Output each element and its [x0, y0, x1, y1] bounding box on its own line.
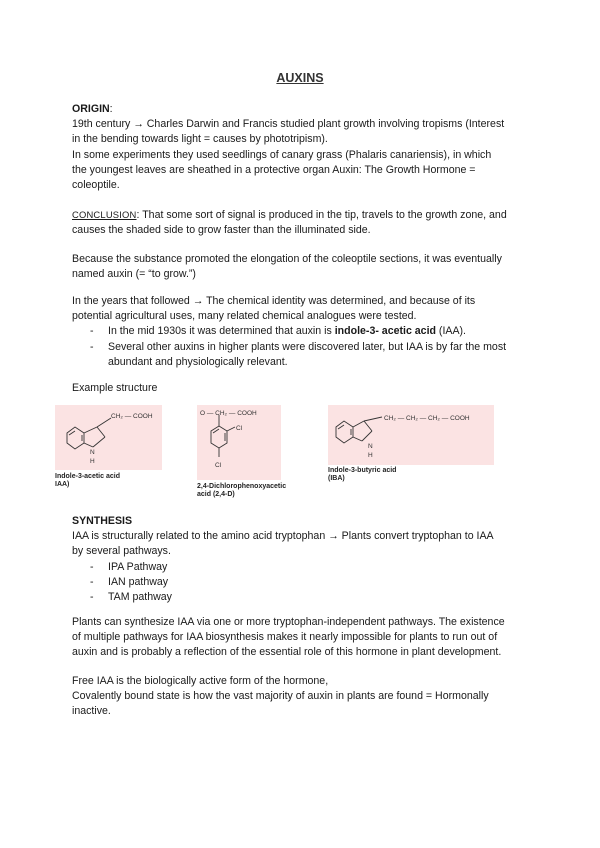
conclusion-section — [72, 207, 532, 238]
list-item — [72, 340, 532, 370]
pathway-name: IPA Pathway — [108, 560, 168, 573]
dash-bullet: - — [90, 325, 94, 338]
naming-paragraph — [72, 252, 532, 282]
pathway-name: TAM pathway — [108, 591, 172, 604]
caption-line: 2,4-Dichlorophenoxyacetic — [197, 483, 287, 490]
d24-cl-label: Cl — [236, 425, 243, 432]
iaa-caption — [55, 473, 120, 489]
d24-structure-image — [197, 405, 281, 480]
iba-chain-label: CH₂ — CH₂ — CH₂ — COOH — [384, 415, 470, 422]
example-label — [72, 381, 532, 396]
history-line: potential agricultural uses, many related chemical analogues were tested. — [72, 310, 417, 323]
dash-bullet: - — [90, 575, 94, 588]
origin-heading: ORIGIN — [72, 103, 110, 115]
bullet-text: abundant and physiologically relevant. — [108, 355, 288, 368]
history-list — [72, 324, 532, 370]
conclusion-label: CONCLUSION — [72, 209, 137, 220]
example-label-text: Example structure — [72, 382, 158, 394]
synthesis-line: IAA is structurally related to the amino acid tryptophan → Plants convert tryptophan to IAA — [72, 530, 494, 543]
iba-structure-image — [328, 405, 494, 465]
conclusion-line: causes the shaded side to grow faster than the illuminated side. — [72, 224, 371, 237]
origin-line: coleoptile. — [72, 179, 120, 192]
free-line: Free IAA is the biologically active form of the hormone, — [72, 675, 329, 687]
iba-n-label: N — [368, 443, 373, 450]
list-item — [72, 590, 532, 605]
origin-line: the youngest leaves are sheathed in a protective organ Auxin: The Growth Hormone = — [72, 163, 476, 176]
origin-heading-colon: : — [109, 103, 113, 115]
caption-line: (IBA) — [328, 475, 345, 482]
conclusion-line: : That some sort of signal is produced in the tip, travels to the growth zone, and — [136, 209, 507, 221]
free-line: inactive. — [72, 705, 111, 718]
independent-line: of multiple pathways for IAA biosynthesis makes it nearly impossible for plants to run out of — [72, 631, 498, 644]
d24-top-label: O — CH₂ — COOH — [200, 410, 257, 417]
iaa-n-label: N — [90, 449, 95, 456]
title-text: AUXINS — [276, 71, 324, 85]
naming-line: named auxin (= “to grow.”) — [72, 268, 196, 281]
iaa-structure-drawing — [55, 405, 162, 470]
pathway-list — [72, 560, 532, 606]
bullet-text: (IAA). — [435, 325, 467, 338]
independent-line: auxin and is probably a reflection of the essential role of this hormone in plant development. — [72, 646, 502, 659]
caption-line: Indole-3-butyric acid — [328, 467, 397, 474]
independent-line: Plants can synthesize IAA via one or more tryptophan-independent pathways. The existence — [72, 616, 505, 628]
free-iaa-paragraph — [72, 674, 532, 720]
d24-caption — [197, 483, 286, 499]
synthesis-section — [72, 514, 532, 605]
history-paragraph — [72, 294, 532, 370]
iaa-h-label: H — [90, 458, 95, 465]
d24-structure-drawing — [197, 405, 281, 480]
dash-bullet: - — [90, 560, 94, 573]
origin-line: in the bending towards light = causes by phototripism). — [72, 133, 328, 146]
history-line: In the years that followed → The chemical identity was determined, and because of its — [72, 295, 476, 307]
synthesis-line: by several pathways. — [72, 545, 171, 558]
iba-caption — [328, 467, 396, 483]
origin-section — [72, 102, 532, 193]
page-title — [0, 71, 600, 85]
bullet-text: Several other auxins in higher plants were discovered later, but IAA is by far the most — [108, 340, 507, 353]
d24-cl-label: Cl — [215, 462, 222, 469]
caption-line: acid (2,4-D) — [197, 491, 235, 498]
bullet-bold-text: indole-3- acetic acid — [334, 325, 436, 338]
independent-paragraph — [72, 615, 532, 661]
iba-h-label: H — [368, 452, 373, 459]
naming-line: Because the substance promoted the elongation of the coleoptile sections, it was eventually — [72, 253, 502, 265]
synthesis-heading: SYNTHESIS — [72, 515, 133, 527]
iaa-chain-label: CH₂ — COOH — [111, 413, 153, 420]
dash-bullet: - — [90, 340, 94, 353]
origin-line: 19th century → Charles Darwin and Francis studied plant growth involving tropisms (Interest — [72, 118, 505, 131]
free-line: Covalently bound state is how the vast majority of auxin in plants are found = Hormonally — [72, 690, 489, 703]
dash-bullet: - — [90, 591, 94, 604]
list-item — [72, 560, 532, 575]
list-item — [72, 324, 532, 339]
pathway-name: IAN pathway — [108, 575, 169, 588]
iba-structure-drawing — [328, 405, 494, 465]
iaa-structure-image — [55, 405, 162, 470]
caption-line: IAA) — [55, 481, 70, 488]
origin-line: In some experiments they used seedlings of canary grass (Phalaris canariensis), in which — [72, 148, 492, 161]
list-item — [72, 575, 532, 590]
bullet-text: In the mid 1930s it was determined that auxin is — [108, 325, 335, 338]
caption-line: Indole-3-acetic acid — [55, 473, 120, 480]
